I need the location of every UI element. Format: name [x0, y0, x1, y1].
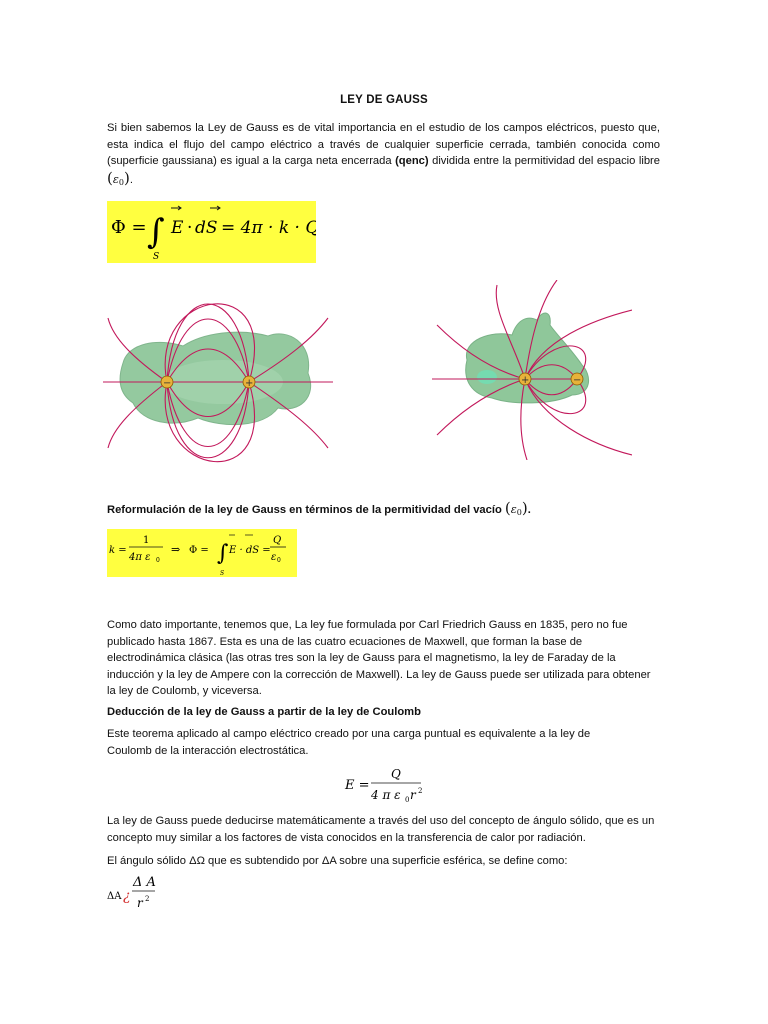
- svg-text:S: S: [220, 570, 225, 577]
- svg-text:ΔA: ΔA: [107, 891, 122, 902]
- point-charge-link[interactable]: carga puntual: [393, 728, 461, 740]
- svg-text:¿: ¿: [123, 888, 131, 904]
- svg-text:Δ A: Δ A: [133, 875, 156, 890]
- svg-text:Q: Q: [273, 535, 282, 546]
- gauss-equation-highlight: [107, 201, 316, 263]
- dipole-field-figure-left: [103, 278, 333, 478]
- svg-text:ε: ε: [271, 552, 277, 563]
- svg-text:⇒: ⇒: [171, 543, 181, 556]
- deduction-paragraph-3: El ángulo sólido ΔΩ que es subtendido por ΔA sobre una superficie esférica, se define como:: [107, 855, 568, 867]
- svg-text:E · dS =: E · dS =: [229, 545, 271, 556]
- deduction-paragraph-1: Este teorema aplicado al campo eléctrico creado por una carga puntual es equivalente a la ley de Coulomb de la interacción electrostática.: [107, 728, 591, 757]
- reformulation-equation-highlight: [107, 529, 297, 577]
- intro-paragraph: Si bien sabemos la Ley de Gauss es de vital importancia en el estudio de los campos eléctricos, puesto que, esta indica el flujo del campo eléctrico a través de cualquier superficie cerrada, también conocida como (superficie gaussiana) es igual a la carga neta encerrada (qenc) dividida entre la permitividad del espacio libre $(\varepsilon_0)$.: [107, 122, 660, 187]
- dipole-field-figure-right: [432, 280, 632, 460]
- history-text: La ley fue formulada por Carl Friedrich Gauss en 1835, pero no fue publicado hasta 1867. Esta es una de las cuatro ecuaciones de Maxwell, que forman la base de electrodinámica clásica (las otras tres son la ley de Gauss para el magnetismo, la ley de Faraday de la inducción y la ley de Ampere con la corrección de Maxwell). La ley de Gauss puede ser utilizada para obtener la ley de Coulomb, y viceversa.: [107, 619, 651, 697]
- reformulation-heading: Reformulación de la ley de Gauss en términos de la permitividad del vacío $(\varepsilon_0)$.: [107, 499, 531, 517]
- page-title: LEY DE GAUSS: [340, 94, 428, 106]
- svg-text:Q: Q: [391, 767, 401, 781]
- intro-text: Si bien sabemos la Ley de Gauss es de vital importancia en el estudio de los campos eléctricos, puesto que, esta indica el flujo del campo eléctrico a través de cualquier superficie cerrada, también conocida como (superficie gaussiana) es igual a la carga neta encerrada: [107, 122, 660, 167]
- eq1-field: E: [171, 218, 184, 238]
- qenc-term: (qenc): [395, 155, 429, 167]
- reformulation-equation: [107, 529, 297, 577]
- svg-text:+: +: [245, 378, 254, 389]
- gauss-equation: [107, 201, 316, 263]
- epsilon-symbol: ε: [112, 172, 119, 186]
- svg-text:2: 2: [145, 895, 150, 903]
- deduction-heading: Deducción de la ley de Gauss a partir de la ley de Coulomb: [107, 706, 421, 718]
- svg-text:k =: k =: [109, 545, 127, 556]
- svg-text:Φ =: Φ =: [189, 545, 209, 556]
- coulomb-equation: [343, 764, 433, 806]
- svg-text:+: +: [521, 375, 530, 386]
- svg-text:−: −: [573, 375, 582, 386]
- solid-angle-equation: [105, 872, 175, 914]
- svg-text:r: r: [137, 896, 143, 910]
- svg-text:1: 1: [143, 535, 150, 546]
- svg-text:r: r: [410, 788, 416, 802]
- history-lead: Como dato importante, tenemos que,: [107, 619, 292, 631]
- deduction-paragraph-2: La ley de Gauss puede deducirse matemáticamente a través del uso del concepto de ángulo sólido, que es un concepto muy similar a los factores de vista conocidos en la transferencia de calor por radiación.: [107, 815, 655, 844]
- gaussian-surface-right: [466, 313, 589, 403]
- eq1-rhs: = 4π · k · Q: [221, 218, 316, 238]
- eq1-lhs: Φ =: [111, 217, 147, 238]
- eq1-integral-sub: S: [153, 252, 160, 262]
- eq1-ds: dS: [195, 218, 218, 238]
- eq1-dot: ·: [187, 218, 193, 238]
- svg-text:2: 2: [418, 787, 423, 795]
- svg-text:E =: E =: [345, 778, 370, 793]
- svg-text:4π ε: 4π ε: [129, 552, 151, 563]
- svg-text:4 π ε: 4 π ε: [371, 788, 401, 802]
- intro-text-after: dividida entre la permitividad del espacio libre: [432, 155, 660, 167]
- history-paragraph: [107, 617, 660, 700]
- eq1-integral: ∫: [147, 212, 165, 252]
- svg-text:∫: ∫: [217, 541, 229, 566]
- svg-text:0: 0: [405, 796, 410, 804]
- svg-text:0: 0: [277, 557, 281, 564]
- svg-text:−: −: [163, 378, 172, 389]
- svg-text:0: 0: [156, 557, 160, 564]
